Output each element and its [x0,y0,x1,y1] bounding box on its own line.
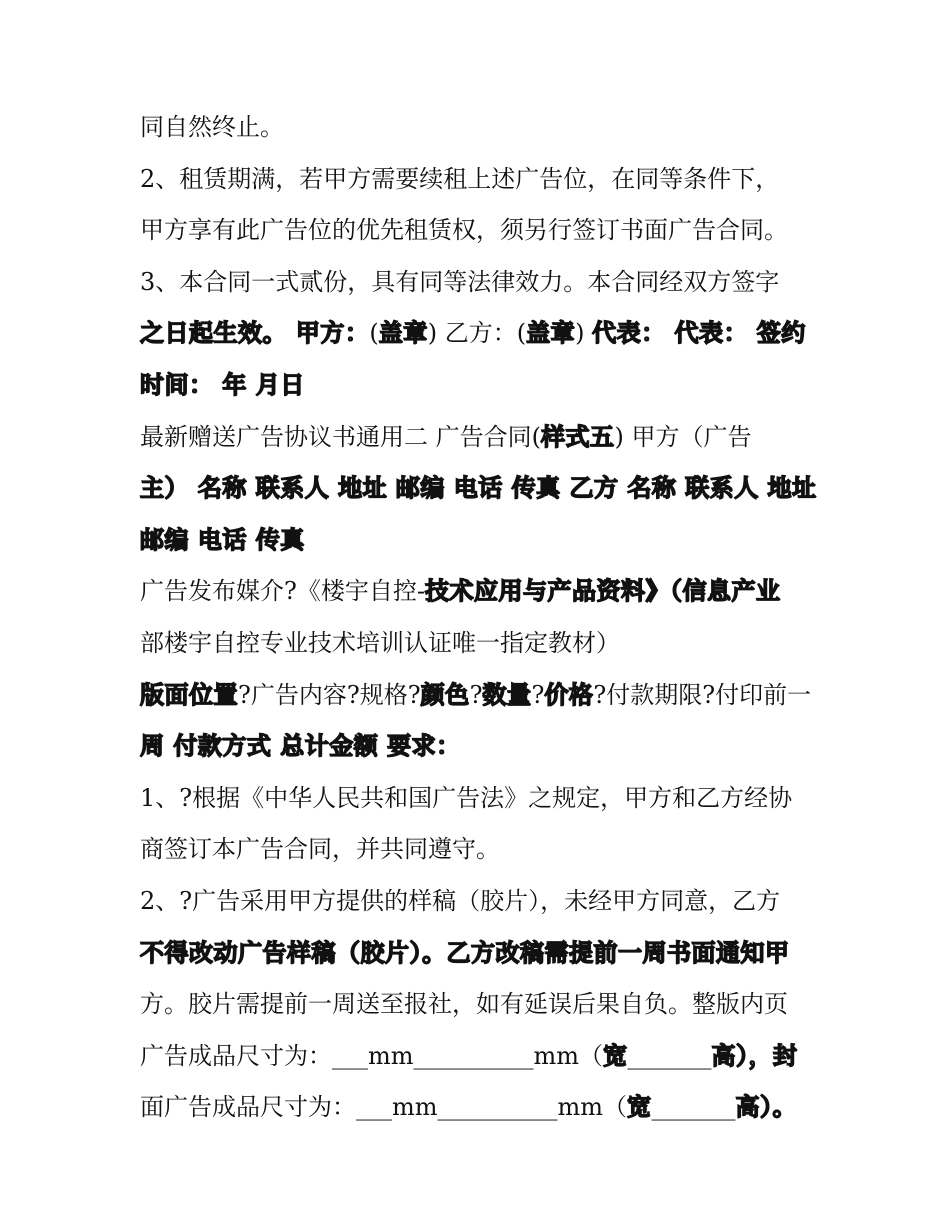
outlined-text-segment: 代表： 代表： 签约 [592,319,806,347]
text-segment: ?广告内容?规格? [238,681,421,709]
text-segment: 1、?根据《中华人民共和国广告法》之规定，甲方和乙方经协 [140,784,793,812]
outlined-text-segment: 盖章 [526,319,576,347]
text-segment: ? [469,681,483,709]
text-line [140,729,820,763]
text-line [140,471,820,505]
text-segment: 面广告成品尺寸为：___mm__________mm（ [140,1093,628,1121]
text-segment: 广告发布媒介?《楼宇自控- [140,577,425,605]
outlined-text-segment: 高）。 [735,1093,798,1121]
text-segment: ? [531,681,545,709]
text-segment: 方。胶片需提前一周送至报社，如有延误后果自负。整版内页 [140,990,788,1018]
text-line [140,523,820,557]
outlined-text-segment: 宽 [627,1093,652,1121]
text-segment: 甲方享有此广告位的优先租赁权，须另行签订书面广告合同。 [140,216,788,244]
outlined-text-segment: 邮编 电话 传真 [140,526,305,554]
text-segment: ) 甲方（广告 [614,423,752,451]
text-segment: ) 乙方：( [427,319,527,347]
outlined-text-segment: 颜色 [420,681,470,709]
text-segment: _______ [651,1093,736,1121]
outlined-text-segment: 主） 名称 联系人 地址 邮编 电话 传真 乙方 名称 联系人 地址 [140,474,817,502]
outlined-text-segment: 数量 [482,681,532,709]
text-segment: ) [575,319,593,347]
text-segment: _______ [627,1042,712,1070]
outlined-text-segment: 之日起生效。 甲方： [140,319,370,347]
outlined-text-segment: 周 付款方式 总计金额 要求： [140,732,461,760]
text-segment: 部楼宇自控专业技术培训认证唯一指定教材） [140,629,620,657]
text-line [140,574,820,608]
text-line [140,265,820,299]
text-line [140,110,820,144]
text-segment: 3、本合同一式贰份，具有同等法律效力。本合同经双方签字 [140,268,780,296]
text-line [140,368,820,402]
text-line [140,1090,820,1124]
text-segment: ( [369,319,379,347]
text-line [140,213,820,247]
text-line [140,936,820,970]
text-segment: 最新赠送广告协议书通用二 广告合同( [140,423,541,451]
text-segment: 2、租赁期满，若甲方需要续租上述广告位，在同等条件下， [140,165,780,193]
text-line [140,781,820,815]
text-line [140,420,820,454]
text-segment: 同自然终止。 [140,113,284,141]
text-segment: 广告成品尺寸为：___mm__________mm（ [140,1042,604,1070]
outlined-text-segment: 价格 [544,681,594,709]
outlined-text-segment: 技术应用与产品资料》（信息产业 [424,577,781,605]
text-line [140,884,820,918]
outlined-text-segment: 版面位置 [140,681,238,709]
text-line [140,987,820,1021]
outlined-text-segment: 时间： 年 月日 [140,371,305,399]
outlined-text-segment: 盖章 [378,319,428,347]
text-line [140,626,820,660]
text-line [140,832,820,866]
text-segment: ?付款期限?付印前一 [593,681,812,709]
text-line [140,678,820,712]
outlined-text-segment: 样式五 [541,423,615,451]
text-segment: 2、?广告采用甲方提供的样稿（胶片），未经甲方同意，乙方 [140,887,781,915]
text-segment: 商签订本广告合同，并共同遵守。 [140,835,500,863]
text-line [140,162,820,196]
text-line [140,316,820,350]
outlined-text-segment: 宽 [603,1042,628,1070]
text-line [140,1039,820,1073]
outlined-text-segment: 不得改动广告样稿（胶片）。乙方改稿需提前一周书面通知甲 [140,939,790,967]
outlined-text-segment: 高），封 [711,1042,798,1070]
